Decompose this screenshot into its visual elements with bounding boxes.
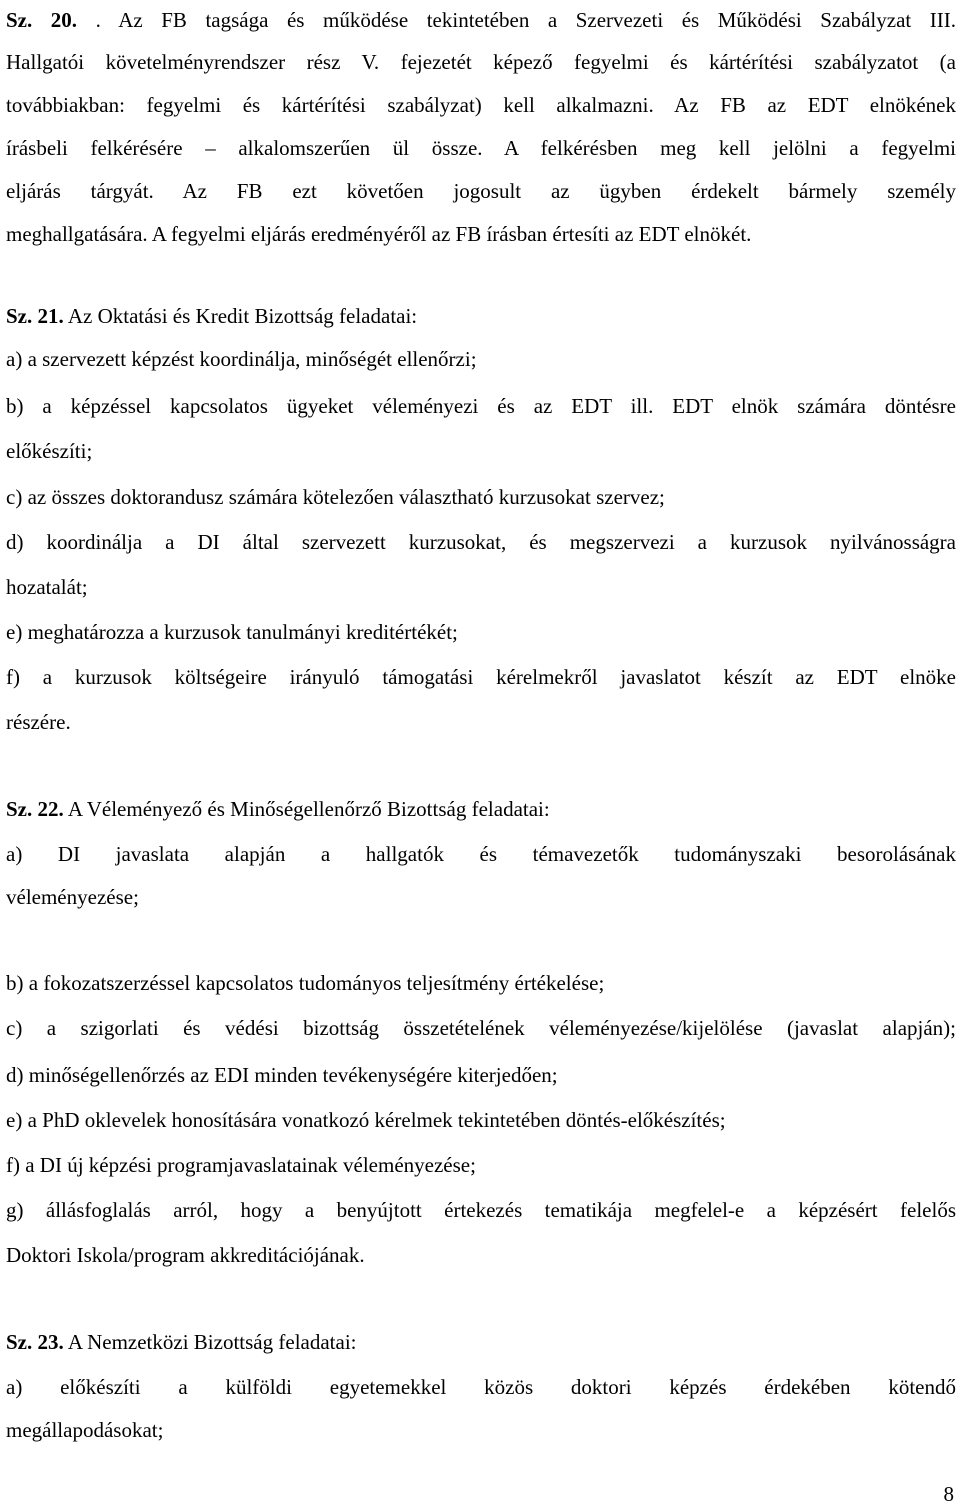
sz21-item-b-cont: előkészíti; (6, 439, 93, 463)
sz22-item-c: c) a szigorlati és védési bizottság összetételének véleményezése/kijelölése (javaslat alapján); (6, 1016, 956, 1040)
sz23-item-a-cont: megállapodásokat; (6, 1418, 164, 1442)
sz20-heading: Sz. 20. (6, 8, 78, 32)
sz21-item-f: f) a kurzusok költségeire irányuló támogatási kérelmekről javaslatot készít az EDT elnöke (6, 665, 956, 689)
sz21-item-d: d) koordinálja a DI által szervezett kurzusokat, és megszervezi a kurzusok nyilvánosságra (6, 530, 956, 554)
sz22-item-g: g) állásfoglalás arról, hogy a benyújtott értekezés tematikája megfelel-e a képzésért felelős (6, 1198, 956, 1222)
sz22-item-f: f) a DI új képzési programjavaslatainak véleményezése; (6, 1153, 476, 1177)
sz21-item-b: b) a képzéssel kapcsolatos ügyeket véleményezi és az EDT ill. EDT elnök számára döntésre (6, 394, 956, 418)
sz23-heading: Sz. 23. (6, 1330, 64, 1354)
sz21-heading: Sz. 21. (6, 304, 64, 328)
sz23-item-a: a) előkészíti a külföldi egyetemekkel közös doktori képzés érdekében kötendő (6, 1375, 956, 1399)
sz22-line-1: Sz. 22. A Véleményező és Minőségellenőrző Bizottság feladatai: (6, 797, 550, 821)
sz22-item-a-cont: véleményezése; (6, 885, 139, 909)
sz20-line-3: továbbiakban: fegyelmi és kártérítési szabályzat) kell alkalmazni. Az FB az EDT elnökének (6, 93, 956, 117)
sz22-heading: Sz. 22. (6, 797, 64, 821)
sz21-item-f-cont: részére. (6, 710, 71, 734)
sz23-line-1: Sz. 23. A Nemzetközi Bizottság feladatai: (6, 1330, 357, 1354)
sz20-line-2: Hallgatói követelményrendszer rész V. fejezetét képező fegyelmi és kártérítési szabályzatot (a (6, 50, 956, 74)
sz21-line-1: Sz. 21. Az Oktatási és Kredit Bizottság feladatai: (6, 304, 418, 328)
sz22-item-e: e) a PhD oklevelek honosítására vonatkozó kérelmek tekintetében döntés-előkészítés; (6, 1108, 726, 1132)
sz20-line-5: eljárás tárgyát. Az FB ezt követően jogosult az ügyben érdekelt bármely személy (6, 179, 956, 203)
page-number: 8 (943, 1482, 954, 1506)
sz22-item-a: a) DI javaslata alapján a hallgatók és témavezetők tudományszaki besorolásának (6, 842, 956, 866)
sz21-item-c: c) az összes doktorandusz számára kötelezően választható kurzusokat szervez; (6, 485, 665, 509)
sz20-line-6: meghallgatására. A fegyelmi eljárás eredményéről az FB írásban értesíti az EDT elnökét. (6, 222, 752, 246)
sz20-line-1: Sz. 20. . Az FB tagsága és működése tekintetében a Szervezeti és Működési Szabályzat III. (6, 8, 957, 32)
sz21-item-a: a) a szervezett képzést koordinálja, minőségét ellenőrzi; (6, 347, 477, 371)
sz22-item-g-cont: Doktori Iskola/program akkreditációjának. (6, 1243, 365, 1267)
sz22-item-d: d) minőségellenőrzés az EDI minden tevékenységére kiterjedően; (6, 1063, 558, 1087)
sz22-item-b: b) a fokozatszerzéssel kapcsolatos tudományos teljesítmény értékelése; (6, 971, 605, 995)
sz21-item-d-cont: hozatalát; (6, 575, 88, 599)
sz21-item-e: e) meghatározza a kurzusok tanulmányi kreditértékét; (6, 620, 458, 644)
sz20-line-4: írásbeli felkérésére – alkalomszerűen ül össze. A felkérésben meg kell jelölni a fegyelmi (6, 136, 956, 160)
